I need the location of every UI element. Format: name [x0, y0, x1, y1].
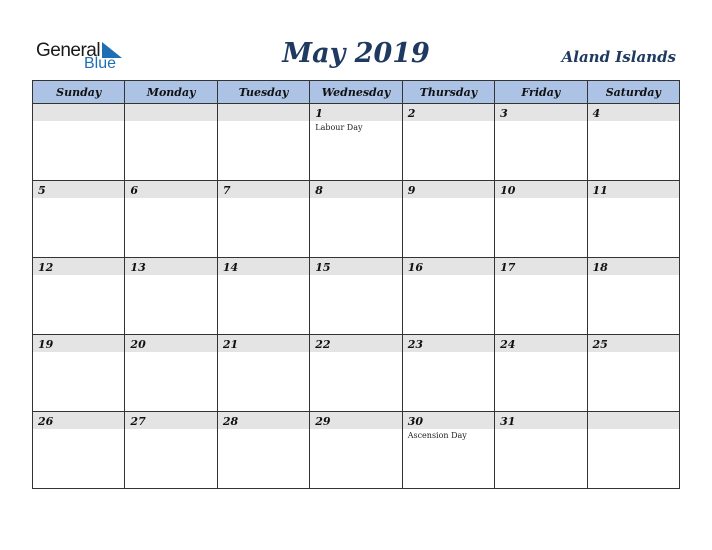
weekday-wednesday: Wednesday: [310, 81, 402, 104]
holiday-label: Labour Day: [315, 123, 363, 132]
day-number-band: [495, 104, 586, 121]
day-number: 29: [315, 415, 331, 428]
day-number: 19: [38, 338, 54, 351]
weekday-friday: Friday: [495, 81, 587, 104]
day-cell: [495, 412, 587, 489]
logo-blue-text: Blue: [84, 55, 117, 72]
day-cell: [587, 258, 679, 335]
day-cell: [495, 335, 587, 412]
day-cell: [495, 258, 587, 335]
day-number-band: [125, 104, 216, 121]
day-number: 8: [315, 184, 323, 197]
day-cell: [310, 104, 402, 181]
day-number: 6: [130, 184, 139, 197]
day-cell: [402, 258, 494, 335]
day-number-band: [125, 181, 216, 198]
day-cell: [310, 335, 402, 412]
week-row: [33, 412, 680, 489]
week-row: [33, 335, 680, 412]
day-number-band: [33, 181, 124, 198]
day-number: 26: [38, 415, 54, 428]
day-number: 4: [592, 107, 601, 120]
day-number: 2: [407, 107, 416, 120]
day-cell: [587, 335, 679, 412]
holiday-label: Ascension Day: [407, 431, 467, 440]
day-number-band: [310, 181, 401, 198]
day-number: 14: [222, 261, 239, 274]
day-number: 31: [500, 415, 516, 428]
day-number-band: [218, 104, 309, 121]
day-number: 23: [407, 338, 423, 351]
day-number-band: [403, 104, 494, 121]
day-number-band: [218, 181, 309, 198]
day-number: 13: [130, 261, 146, 274]
day-cell: [217, 181, 309, 258]
day-number: 17: [500, 261, 516, 274]
day-cell: [402, 181, 494, 258]
day-number: 20: [130, 338, 146, 351]
weekday-saturday: Saturday: [587, 81, 679, 104]
day-number: 11: [592, 184, 608, 197]
day-cell: [125, 412, 217, 489]
day-number-band: [588, 412, 679, 429]
day-cell: [125, 258, 217, 335]
day-cell: [33, 335, 125, 412]
day-cell: [217, 335, 309, 412]
day-number-band: [310, 104, 401, 121]
day-number: 21: [222, 338, 239, 351]
day-cell: [33, 104, 125, 181]
day-number: 3: [500, 107, 508, 120]
day-number: 7: [222, 184, 231, 197]
weekday-tuesday: Tuesday: [217, 81, 309, 104]
day-number: 5: [38, 184, 46, 197]
day-number: 15: [315, 261, 331, 274]
day-number-band: [588, 104, 679, 121]
week-row: [33, 181, 680, 258]
day-cell: [125, 181, 217, 258]
weekday-monday: Monday: [125, 81, 217, 104]
day-number-band: [33, 104, 124, 121]
week-row: [33, 104, 680, 181]
day-cell: [217, 258, 309, 335]
day-cell: [495, 104, 587, 181]
day-cell: [310, 181, 402, 258]
day-number: 25: [592, 338, 608, 351]
day-number: 28: [222, 415, 239, 428]
day-cell: [587, 412, 679, 489]
day-number: 12: [38, 261, 54, 274]
day-cell: [310, 258, 402, 335]
weekday-header-row: [33, 81, 680, 104]
page-title: May 2019: [282, 38, 430, 69]
day-cell: [402, 104, 494, 181]
day-number: 16: [407, 261, 423, 274]
day-cell: [125, 335, 217, 412]
day-number: 9: [407, 184, 416, 197]
region-name: Aland Islands: [561, 48, 676, 66]
calendar-grid: [32, 80, 680, 489]
day-number: 27: [130, 415, 146, 428]
week-row: [33, 258, 680, 335]
day-number-band: [403, 181, 494, 198]
day-cell: [33, 412, 125, 489]
day-cell: [495, 181, 587, 258]
day-cell: [587, 104, 679, 181]
day-cell: [310, 412, 402, 489]
day-number: 18: [592, 261, 608, 274]
day-number: 30: [407, 415, 423, 428]
day-number: 10: [500, 184, 516, 197]
day-cell: [33, 258, 125, 335]
day-cell: [217, 104, 309, 181]
day-number: 22: [315, 338, 331, 351]
day-cell: [402, 412, 494, 489]
day-cell: [217, 412, 309, 489]
weekday-sunday: Sunday: [33, 81, 125, 104]
day-number: 24: [500, 338, 516, 351]
day-number: 1: [315, 107, 323, 120]
day-cell: [402, 335, 494, 412]
day-cell: [125, 104, 217, 181]
day-cell: [33, 181, 125, 258]
weekday-thursday: Thursday: [402, 81, 494, 104]
logo-general-text: General: [36, 40, 101, 61]
day-cell: [587, 181, 679, 258]
